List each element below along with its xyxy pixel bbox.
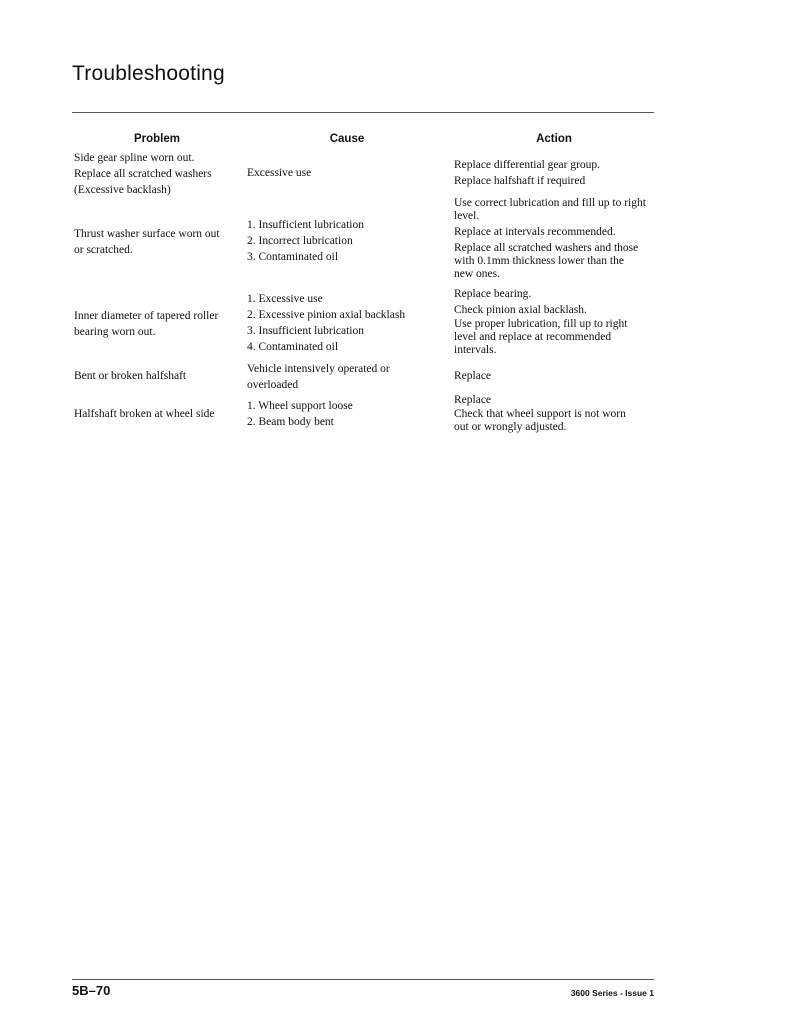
- header-divider: [72, 112, 654, 113]
- row-3-action-line: intervals.: [454, 344, 497, 356]
- page-number: 5B–70: [72, 983, 111, 998]
- row-3-problem: [74, 308, 239, 340]
- row-1-problem: [74, 150, 239, 198]
- page-title: Troubleshooting: [72, 62, 225, 85]
- row-2-action-line: Replace at intervals recommended.: [454, 226, 616, 238]
- row-5-action-line: Check that wheel support is not worn: [454, 408, 626, 420]
- row-3-cause-line: 2. Excessive pinion axial backlash: [247, 309, 406, 321]
- row-4-cause-line: Vehicle intensively operated or: [247, 363, 390, 375]
- column-header-cause: Cause: [329, 133, 365, 145]
- row-5-cause: [247, 398, 452, 430]
- row-4-problem: [74, 368, 239, 384]
- row-3-action-line: Check pinion axial backlash.: [454, 304, 587, 316]
- row-2-cause: [247, 217, 452, 265]
- row-4-problem-line: Bent or broken halfshaft: [74, 370, 187, 382]
- row-5-action-line: Replace: [454, 394, 492, 406]
- row-2-action-line: Replace all scratched washers and those: [454, 242, 639, 254]
- row-1-problem-line: (Excessive backlash): [74, 184, 171, 196]
- series-label: 3600 Series - Issue 1: [570, 988, 654, 998]
- row-1-problem-line: Side gear spline worn out.: [74, 152, 195, 164]
- row-3-action-line: level and replace at recommended: [454, 331, 612, 343]
- row-5-action-line: out or wrongly adjusted.: [454, 421, 567, 433]
- row-1-action-line: Replace differential gear group.: [454, 159, 601, 171]
- row-2-problem: [74, 226, 239, 258]
- row-2-problem-line: Thrust washer surface worn out: [74, 228, 220, 240]
- row-4-action-line: Replace: [454, 370, 492, 382]
- row-2-cause-line: 3. Contaminated oil: [247, 251, 339, 263]
- row-5-action: [454, 392, 652, 434]
- row-5-cause-line: 1. Wheel support loose: [247, 400, 353, 412]
- row-5-problem: [74, 406, 239, 422]
- row-1-action: [454, 157, 652, 189]
- row-2-cause-line: 1. Insufficient lubrication: [247, 219, 364, 231]
- row-1-cause-line: Excessive use: [247, 167, 312, 179]
- row-4-cause-line: overloaded: [247, 379, 299, 391]
- row-3-cause: [247, 291, 452, 355]
- row-1-problem-line: Replace all scratched washers: [74, 168, 212, 180]
- row-5-cause-line: 2. Beam body bent: [247, 416, 334, 428]
- row-3-action-line: Replace bearing.: [454, 288, 532, 300]
- row-3-cause-line: 3. Insufficient lubrication: [247, 325, 364, 337]
- column-header-action: Action: [536, 133, 572, 145]
- row-1-cause: [247, 165, 452, 181]
- row-3-problem-line: bearing worn out.: [74, 326, 156, 338]
- row-1-action-line: Replace halfshaft if required: [454, 175, 586, 187]
- row-2-action-line: new ones.: [454, 268, 500, 280]
- footer-divider: [72, 979, 654, 980]
- row-2-cause-line: 2. Incorrect lubrication: [247, 235, 353, 247]
- row-4-cause: [247, 361, 452, 393]
- column-header-problem: Problem: [133, 133, 180, 145]
- row-2-problem-line: or scratched.: [74, 244, 133, 256]
- row-3-action-line: Use proper lubrication, fill up to right: [454, 318, 628, 330]
- row-3-problem-line: Inner diameter of tapered roller: [74, 310, 219, 322]
- row-2-action-line: level.: [454, 210, 480, 222]
- row-2-action: [454, 197, 652, 281]
- row-2-action-line: with 0.1mm thickness lower than the: [454, 255, 624, 267]
- row-4-action: [454, 368, 652, 384]
- row-3-action: [454, 286, 652, 357]
- row-3-cause-line: 4. Contaminated oil: [247, 341, 339, 353]
- row-3-cause-line: 1. Excessive use: [247, 293, 323, 305]
- row-2-action-line: Use correct lubrication and fill up to right: [454, 197, 646, 209]
- row-5-problem-line: Halfshaft broken at wheel side: [74, 408, 215, 420]
